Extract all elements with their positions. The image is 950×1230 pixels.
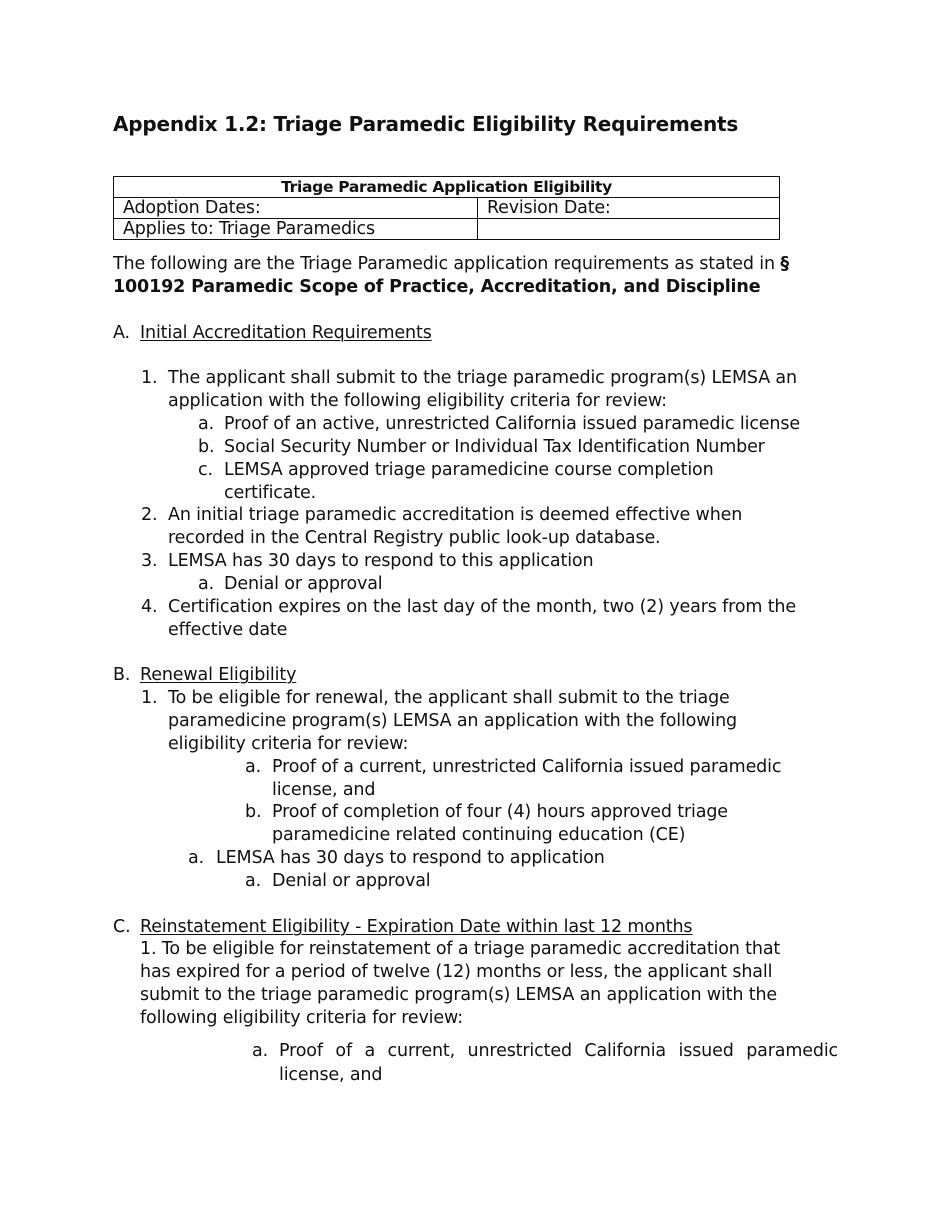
sub-letter: a.	[198, 574, 214, 594]
list-item-text: eligibility criteria for review:	[168, 734, 409, 754]
sub-item-text: Proof of a current, unrestricted California issued paramedic	[279, 1041, 838, 1061]
paragraph-line: has expired for a period of twelve (12) months or less, the applicant shall	[140, 962, 773, 982]
section-c-heading: Reinstatement Eligibility - Expiration Date within last 12 months	[140, 917, 693, 937]
list-item-text: Certification expires on the last day of the month, two (2) years from the	[168, 597, 796, 617]
list-number: 3.	[141, 551, 158, 571]
paragraph-line: following eligibility criteria for review:	[140, 1008, 463, 1028]
intro-line-2: 100192 Paramedic Scope of Practice, Accreditation, and Discipline	[113, 277, 761, 297]
sub-letter: a.	[198, 414, 214, 434]
sub-letter: a.	[188, 848, 204, 868]
section-b-heading: Renewal Eligibility	[140, 665, 297, 685]
sub-item-text: Social Security Number or Individual Tax Identification Number	[224, 437, 765, 457]
sub-letter: b.	[245, 802, 262, 822]
sub-item-text: Proof of an active, unrestricted California issued paramedic license	[224, 414, 800, 434]
sub-letter: a.	[245, 757, 261, 777]
table-header: Triage Paramedic Application Eligibility	[114, 177, 780, 198]
list-item-text: An initial triage paramedic accreditation is deemed effective when	[168, 505, 743, 525]
sub-item-text: Proof of a current, unrestricted California issued paramedic	[272, 757, 782, 777]
sub-item-text: LEMSA approved triage paramedicine course completion	[224, 460, 714, 480]
paragraph-line: 1. To be eligible for reinstatement of a triage paramedic accreditation that	[140, 939, 781, 959]
paragraph-line: submit to the triage paramedic program(s) LEMSA an application with the	[140, 985, 778, 1005]
section-b-letter: B.	[113, 665, 131, 685]
empty-cell	[478, 219, 780, 240]
sub-item-text: license, and	[272, 780, 376, 800]
list-item-text: application with the following eligibility criteria for review:	[168, 391, 667, 411]
sub-item-text: license, and	[279, 1065, 383, 1085]
list-number: 4.	[141, 597, 158, 617]
list-item-text: recorded in the Central Registry public look-up database.	[168, 528, 661, 548]
sub-item-text: certificate.	[224, 483, 317, 503]
sub-item-text: LEMSA has 30 days to respond to application	[216, 848, 605, 868]
adoption-dates-cell: Adoption Dates:	[114, 198, 478, 219]
section-sign: §	[780, 254, 789, 274]
page-title: Appendix 1.2: Triage Paramedic Eligibility Requirements	[113, 112, 739, 136]
list-number: 2.	[141, 505, 158, 525]
list-item-text: LEMSA has 30 days to respond to this application	[168, 551, 594, 571]
sub-letter: a.	[252, 1041, 268, 1061]
applies-to-cell: Applies to: Triage Paramedics	[114, 219, 478, 240]
list-item-text: effective date	[168, 620, 288, 640]
list-number: 1.	[141, 688, 158, 708]
sub-item-text: Denial or approval	[272, 871, 431, 891]
revision-date-cell: Revision Date:	[478, 198, 780, 219]
list-number: 1.	[141, 368, 158, 388]
section-a-heading: Initial Accreditation Requirements	[140, 323, 432, 343]
sub-item-text: paramedicine related continuing education (CE)	[272, 825, 686, 845]
list-item-text: The applicant shall submit to the triage paramedic program(s) LEMSA an	[168, 368, 797, 388]
section-a-letter: A.	[113, 323, 130, 343]
section-c-letter: C.	[113, 917, 131, 937]
intro-line-1: The following are the Triage Paramedic application requirements as stated in §	[113, 254, 789, 274]
sub-item-text: Denial or approval	[224, 574, 383, 594]
eligibility-table	[113, 176, 780, 240]
sub-letter: a.	[245, 871, 261, 891]
list-item-text: To be eligible for renewal, the applicant shall submit to the triage	[168, 688, 730, 708]
sub-item-text: Proof of completion of four (4) hours approved triage	[272, 802, 728, 822]
list-item-text: paramedicine program(s) LEMSA an application with the following	[168, 711, 738, 731]
sub-letter: c.	[198, 460, 213, 480]
sub-letter: b.	[198, 437, 215, 457]
